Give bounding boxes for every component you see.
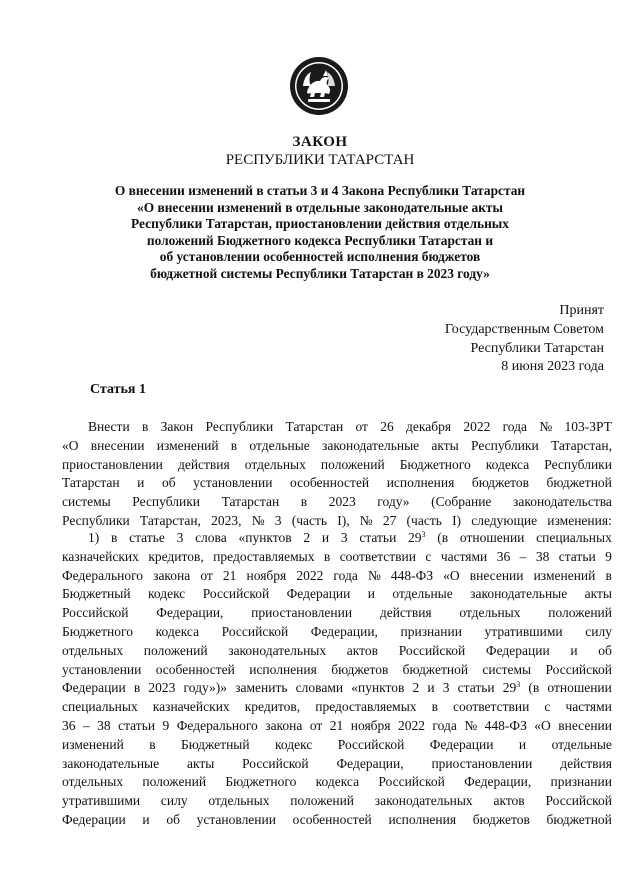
word: казначейских [62,548,139,564]
word: «О [534,717,551,733]
word: законодательных [228,642,327,658]
word: Федерации [286,586,351,602]
law-heading [100,183,540,283]
word: силу [160,793,188,809]
word: № [539,419,553,434]
word: утратившими [62,793,141,809]
heading-line: Республики Татарстан, приостановлении действия отдельных [131,216,509,232]
text-line [62,792,612,811]
word: № [359,512,373,528]
text-line [62,418,612,437]
word: Российской [242,755,309,771]
word: и [142,811,150,827]
word: 103-ЗРТ [564,419,612,434]
word: 448-ФЗ [390,567,434,583]
word: положений [290,793,355,809]
word: об [161,475,176,491]
word: $29^3$ [408,530,426,545]
word: $29^3$ [502,680,521,696]
word: (в [528,680,540,696]
word: отдельных [459,605,521,621]
word: акты [584,586,612,602]
adopted-by: Государственным Советом [444,321,604,337]
word: действия [560,755,612,771]
word: предоставляемых [213,548,315,564]
word: отдельные [392,586,453,602]
word: об [166,811,180,827]
word: отдельных [208,793,270,809]
word: Федерации, [464,774,532,790]
word: законодательные [470,586,568,602]
word: I), [337,512,350,528]
word: статьи [558,548,596,564]
word: – [82,717,90,733]
word: статье [129,530,165,545]
word: законодательных [374,793,473,809]
word: Закон [160,419,194,434]
word: и [367,586,375,602]
word: 26 [380,419,394,434]
word: Республики [544,456,612,472]
word: 2 [412,680,420,696]
text-line [62,585,612,604]
text-line [62,679,612,698]
word: году»)» [183,680,228,696]
word: 2023 [148,680,176,696]
word: отношении [459,530,525,545]
word: в [110,530,118,545]
word: словами [295,680,344,696]
word: Татарстан [62,475,120,491]
word: Российской [337,736,405,752]
text-line [62,474,612,493]
word: Республики [470,437,539,453]
word: отношении [547,680,612,696]
word: действия [177,456,230,472]
word: бюджетов [331,661,389,677]
word: приостановлении [251,605,353,621]
word: кодекса [315,774,360,790]
word: положений [143,642,208,658]
word: 36 [496,548,511,564]
word: 27 [382,512,397,528]
heading-line: об установлении особенностей исполнения бюджетов [159,249,481,265]
word: законодательные [62,755,160,771]
word: специальных [536,530,612,545]
word: «О [62,437,79,453]
word: от [200,567,213,583]
text-line [62,567,612,586]
word: Федерации, [310,623,378,639]
word: системы [482,661,532,677]
word: установлении [62,661,142,677]
word: положений [548,605,612,621]
word: Бюджетного [225,774,297,790]
word: предоставляемых [315,699,417,715]
word: в [133,680,141,696]
word: «пунктов [351,680,405,696]
word: Федерального [62,567,144,583]
word: частями [440,548,488,564]
word: году» [377,494,410,510]
word: 3 [274,512,282,528]
word: акты [431,437,459,453]
word: слова [195,530,227,545]
word: Бюджетный [181,736,250,752]
word: Республики [132,494,201,510]
word: отдельных [62,774,124,790]
word: внесении [558,717,612,733]
word: Российской [62,605,129,621]
word: Республики [205,419,274,434]
word: Федерации [485,642,550,658]
text-line [62,717,612,736]
text-line [62,642,612,661]
word: I) [452,512,462,528]
adopted-label: Принят [559,303,604,318]
article-title: Статья 1 [90,382,146,397]
word: (в [437,530,449,545]
word: года [502,419,528,434]
word: установлении [193,475,273,491]
text-line [62,604,612,623]
word: 2 [303,530,311,545]
word: 2023, [211,512,242,528]
word: внесении [469,567,524,583]
word: отдельные [551,736,612,752]
word: изменений [156,437,219,453]
word: отдельных [62,642,124,658]
word: 1) [88,530,100,545]
word: положений [142,774,207,790]
word: 9 [162,717,170,733]
word: 2023 [328,494,356,510]
word: закона [265,717,303,733]
word: Республики [62,512,130,528]
word: декабря [406,419,452,434]
word: Федерации [62,680,126,696]
word: № [367,567,381,583]
word: законодательные [322,437,420,453]
word: статьи [457,680,495,696]
word: кодекса [485,456,530,472]
word: утратившими [484,623,563,639]
word: статьи [118,717,156,733]
word: бюджетной [546,475,612,491]
word: признании [400,623,462,639]
word: Бюджетный [62,586,131,602]
text-line [62,548,612,567]
word: 3 [340,530,348,545]
text-line [62,456,612,475]
heading-line: положений Бюджетного кодекса Республики Татарстан и [146,232,494,248]
adoption-date: 8 июня 2023 года [501,359,604,375]
word: системы [62,494,111,510]
word: № [251,512,265,528]
text-line [62,773,612,792]
word: 448-ФЗ [484,717,527,733]
word: закона [153,567,191,583]
word: бюджетов [471,475,529,491]
word: 21 [329,717,344,733]
word: специальных [62,699,138,715]
heading-line: О внесении изменений в статьи 3 и 4 Закона Республики Татарстан [114,183,526,198]
word: актов [493,793,525,809]
word: 38 [535,548,550,564]
adopted-by-republic: Республики Татарстан [470,340,604,356]
word: действия [379,605,432,621]
word: Внести [88,419,130,434]
word: отдельные [249,437,310,453]
word: (часть [406,512,442,528]
word: об [598,642,612,658]
word: бюджетной [402,661,469,677]
word: в [230,437,238,453]
word: исполнения [388,811,457,827]
word: в [605,567,612,583]
word: 21 [222,567,237,583]
word: Российской [545,661,612,677]
word: особенностей [290,475,370,491]
word: внесении [90,437,145,453]
word: кредитов, [244,699,301,715]
word: 36 [62,717,76,733]
word: кодекс [275,736,313,752]
word: изменений [533,567,596,583]
word: Федерации [429,736,494,752]
word: 3 [442,680,450,696]
word: в [149,736,156,752]
word: изменения: [547,512,612,528]
text-line [62,437,612,456]
text-line [62,623,612,642]
word: Бюджетного [62,623,133,639]
text-line [62,493,612,512]
word: законодательства [513,494,612,510]
word: отдельных [244,456,306,472]
word: № [464,717,478,733]
heading-line: бюджетной системы Республики Татарстан в 2023 году» [150,265,490,281]
word: заменить [235,680,288,696]
word: исполнения [249,661,317,677]
word: Российской [398,642,466,658]
law-title [0,133,640,169]
word: «О [443,567,460,583]
word: актов [346,642,379,658]
word: ноября [350,717,391,733]
word: соответствии [339,548,416,564]
word: Татарстан, [550,437,612,453]
word: «пунктов [238,530,292,545]
word: с [425,548,432,564]
word: исполнения [386,475,455,491]
word: кодекс [147,586,186,602]
word: Федерации, [156,605,224,621]
word: Татарстан [285,419,344,434]
word: и [518,736,527,752]
word: года [333,567,358,583]
word: в [141,419,149,434]
word: Федерации [62,811,126,827]
word: с [544,699,551,715]
word: кодекса [155,623,200,639]
word: 2022 [397,717,425,733]
text-line [62,698,612,717]
word: и [570,642,578,658]
word: ноября [246,567,287,583]
word: статьи [359,530,397,545]
republic-name: РЕСПУБЛИКИ ТАТАРСТАН [225,152,415,168]
word: следующие [471,512,538,528]
word: Бюджетного [399,456,471,472]
word: и [321,530,330,545]
text-line [62,661,612,680]
word: частями [565,699,612,715]
word: 38 [97,717,111,733]
word: (Собрание [431,494,492,510]
word: бюджетов [472,811,530,827]
word: от [355,419,368,434]
word: бюджетной [546,811,612,827]
word: Российской [545,793,612,809]
word: Федерации, [336,755,404,771]
word: в [300,494,308,510]
text-line [62,512,612,531]
word: в [431,699,438,715]
word: 9 [605,548,612,564]
word: Российской [378,774,445,790]
word: Татарстан [221,494,280,510]
word: Российской [202,586,270,602]
word: признании [550,774,612,790]
heading-line: «О внесении изменений в отдельные законодательные акты [137,199,503,215]
word: Российской [221,623,289,639]
word: изменений [62,736,124,752]
adoption-block [445,302,604,377]
text-line [62,529,612,548]
law-word: ЗАКОН [292,134,348,150]
word: акты [186,755,215,771]
word: особенностей [292,811,372,827]
word: года [432,717,457,733]
word: соответствии [453,699,530,715]
word: положений [320,456,385,472]
word: (часть [291,512,328,528]
word: Федерального [176,717,258,733]
word: 2022 [463,419,491,434]
word: в [323,548,331,564]
paragraph-2 [62,529,612,830]
word: и [427,680,435,696]
word: – [519,548,527,564]
text-line [62,811,612,830]
word: силу [585,623,612,639]
word: 3 [176,530,184,545]
word: особенностей [155,661,235,677]
coat-of-arms-emblem [289,56,349,116]
word: Татарстан, [139,512,201,528]
word: кредитов, [148,548,204,564]
text-line [62,755,612,774]
text-line [62,736,612,755]
word: от [309,717,323,733]
paragraph-1 [62,418,612,531]
word: и [137,475,145,491]
word: 2022 [296,567,324,583]
word: приостановлении [62,456,163,472]
word: приостановлении [431,755,533,771]
word: установлении [196,811,276,827]
word: казначейских [152,699,230,715]
